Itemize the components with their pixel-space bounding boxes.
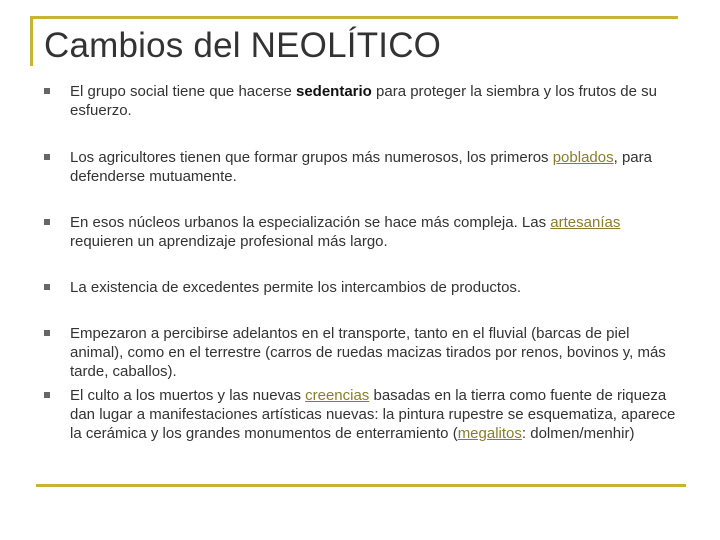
square-bullet-icon: [44, 88, 50, 94]
square-bullet-icon: [44, 154, 50, 160]
bullet-text: El culto a los muertos y las nuevas creencias basadas en la tierra como fuente de riqueza dan lugar a manifestaciones artísticas nuevas: la pintura rupestre se esquematiza, aparece la cerámica y los grandes monumentos de enterramiento (megalitos: dolmen/menhir): [70, 387, 676, 442]
frame-left-line: [30, 16, 33, 66]
bullet-item-4: [44, 278, 684, 297]
square-bullet-icon: [44, 219, 50, 225]
bullet-item-3: [44, 213, 684, 251]
link-creencias[interactable]: creencias: [305, 387, 370, 404]
square-bullet-icon: [44, 392, 50, 398]
bullet-text: Empezaron a percibirse adelantos en el transporte, tanto en el fluvial (barcas de piel animal), como en el terrestre (carros de ruedas macizas tirados por renos, bovinos y, más tarde, caballos).: [70, 325, 666, 380]
slide-title: Cambios del NEOLÍTICO: [44, 26, 442, 65]
frame-top-line: [30, 16, 678, 19]
link-poblados[interactable]: poblados: [552, 149, 614, 166]
bullet-text: Los agricultores tienen que formar grupos más numerosos, los primeros poblados, para defenderse mutuamente.: [70, 149, 652, 185]
bullet-item-1: [44, 82, 684, 120]
bullet-text: En esos núcleos urbanos la especialización se hace más compleja. Las artesanías requieren un aprendizaje profesional más largo.: [70, 214, 621, 250]
bullet-text: El grupo social tiene que hacerse sedentario para proteger la siembra y los frutos de su esfuerzo.: [70, 83, 657, 119]
frame-bottom-line: [36, 484, 686, 487]
square-bullet-icon: [44, 284, 50, 290]
bold-term: sedentario: [295, 83, 372, 100]
square-bullet-icon: [44, 330, 50, 336]
bullet-item-5: [44, 324, 684, 381]
bullet-text: La existencia de excedentes permite los intercambios de productos.: [70, 279, 522, 296]
bullet-item-2: [44, 148, 684, 186]
link-megalitos[interactable]: megalitos: [457, 425, 522, 442]
link-artesanias[interactable]: artesanías: [550, 214, 621, 231]
bullet-item-6: [44, 386, 684, 443]
